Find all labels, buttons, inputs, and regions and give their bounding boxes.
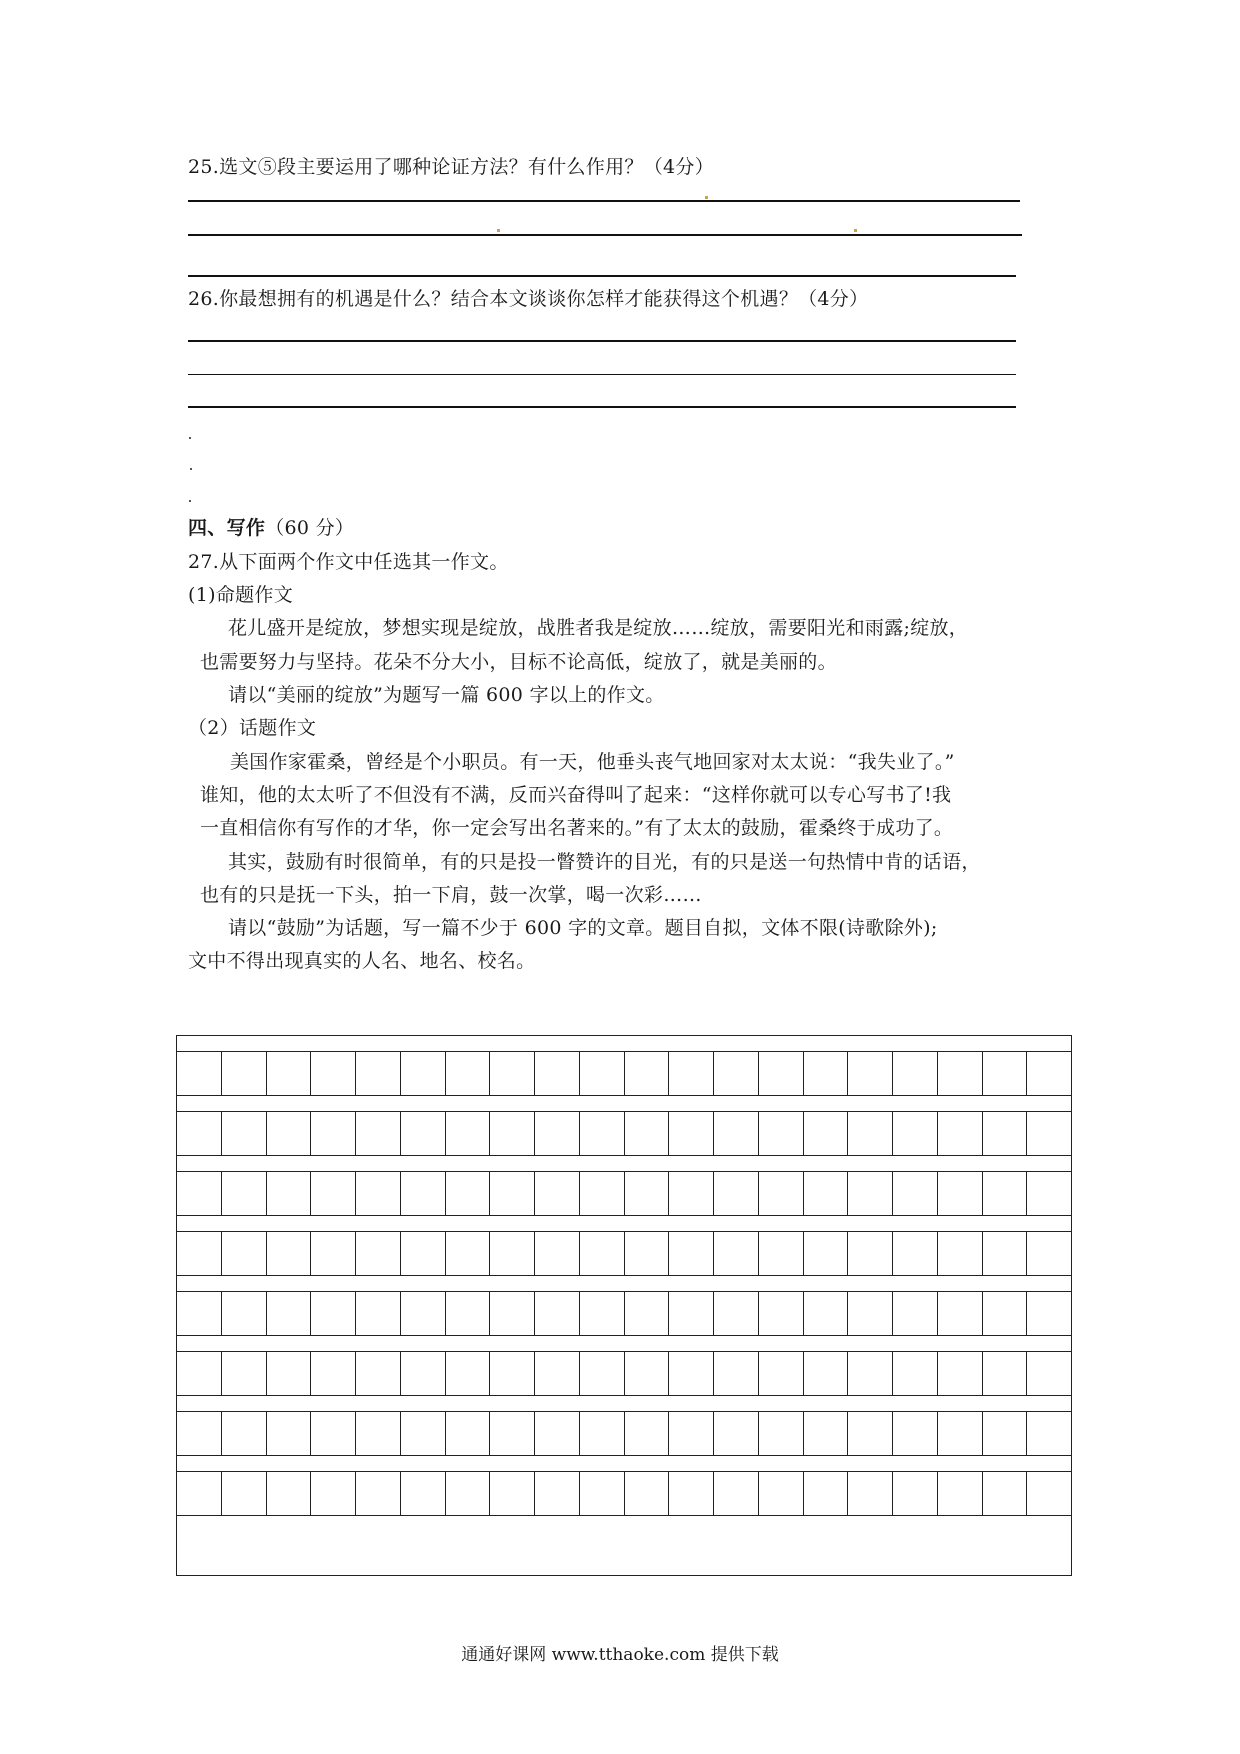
grid-cell[interactable] xyxy=(758,1471,803,1516)
grid-cell[interactable] xyxy=(310,1291,355,1336)
section-title: 四、写作 xyxy=(188,517,266,539)
scan-dot xyxy=(189,437,191,439)
scan-dot xyxy=(190,468,192,470)
grid-row xyxy=(177,1111,1071,1156)
option-2-paragraph-3-line-2: 文中不得出现真实的人名、地名、校名。 xyxy=(188,950,536,972)
grid-cell[interactable] xyxy=(892,1231,937,1276)
grid-cell[interactable] xyxy=(177,1411,221,1456)
grid-cell[interactable] xyxy=(624,1351,669,1396)
grid-cell[interactable] xyxy=(803,1471,848,1516)
grid-cell[interactable] xyxy=(1026,1171,1071,1216)
grid-cell[interactable] xyxy=(221,1351,266,1396)
grid-cell[interactable] xyxy=(1026,1111,1071,1156)
grid-cell[interactable] xyxy=(579,1351,624,1396)
grid-cell[interactable] xyxy=(847,1171,892,1216)
grid-cell[interactable] xyxy=(310,1411,355,1456)
grid-cell[interactable] xyxy=(982,1171,1027,1216)
grid-cell[interactable] xyxy=(892,1411,937,1456)
grid-cell[interactable] xyxy=(847,1111,892,1156)
grid-cell[interactable] xyxy=(355,1351,400,1396)
grid-cell[interactable] xyxy=(221,1171,266,1216)
grid-cell[interactable] xyxy=(534,1471,579,1516)
grid-cell[interactable] xyxy=(266,1111,311,1156)
grid-cell[interactable] xyxy=(713,1351,758,1396)
grid-row xyxy=(177,1291,1071,1336)
grid-cell[interactable] xyxy=(758,1231,803,1276)
grid-cell[interactable] xyxy=(937,1051,982,1096)
grid-cell[interactable] xyxy=(400,1411,445,1456)
grid-row xyxy=(177,1231,1071,1276)
grid-cell[interactable] xyxy=(177,1111,221,1156)
grid-cell[interactable] xyxy=(713,1471,758,1516)
grid-cell[interactable] xyxy=(445,1111,490,1156)
grid-cell[interactable] xyxy=(624,1231,669,1276)
grid-cell[interactable] xyxy=(400,1471,445,1516)
grid-cell[interactable] xyxy=(310,1471,355,1516)
grid-cell[interactable] xyxy=(355,1471,400,1516)
grid-cell[interactable] xyxy=(1026,1051,1071,1096)
grid-cell[interactable] xyxy=(803,1411,848,1456)
grid-cell[interactable] xyxy=(624,1051,669,1096)
answer-line-25-3[interactable] xyxy=(188,275,1016,277)
grid-cell[interactable] xyxy=(892,1471,937,1516)
grid-cell[interactable] xyxy=(713,1051,758,1096)
q27-intro: 27.从下面两个作文中任选其一作文。 xyxy=(188,551,509,573)
grid-cell[interactable] xyxy=(668,1411,713,1456)
grid-cell[interactable] xyxy=(758,1351,803,1396)
grid-cell[interactable] xyxy=(982,1351,1027,1396)
grid-cell[interactable] xyxy=(266,1351,311,1396)
option-2-paragraph-1-line-2: 谁知，他的太太听了不但没有不满，反而兴奋得叫了起来：“这样你就可以专心写书了!我 xyxy=(200,784,952,806)
grid-cell[interactable] xyxy=(534,1171,579,1216)
grid-cell[interactable] xyxy=(355,1051,400,1096)
grid-cell[interactable] xyxy=(445,1411,490,1456)
grid-cell[interactable] xyxy=(534,1291,579,1336)
grid-cell[interactable] xyxy=(355,1411,400,1456)
footer-download-source: 通通好课网 www.tthaoke.com 提供下载 xyxy=(461,1645,779,1665)
grid-cell[interactable] xyxy=(177,1051,221,1096)
grid-cell[interactable] xyxy=(177,1471,221,1516)
grid-cell[interactable] xyxy=(400,1231,445,1276)
grid-cell[interactable] xyxy=(1026,1411,1071,1456)
grid-cell[interactable] xyxy=(668,1471,713,1516)
grid-cell[interactable] xyxy=(982,1111,1027,1156)
composition-writing-grid[interactable] xyxy=(176,1035,1072,1576)
grid-cell[interactable] xyxy=(177,1171,221,1216)
option-2-paragraph-1-line-1: 美国作家霍桑，曾经是个小职员。有一天，他垂头丧气地回家对太太说：“我失业了。” xyxy=(230,751,955,773)
grid-cell[interactable] xyxy=(579,1411,624,1456)
answer-line-26-1[interactable] xyxy=(188,340,1016,342)
grid-cell[interactable] xyxy=(579,1111,624,1156)
grid-cell[interactable] xyxy=(847,1411,892,1456)
grid-cell[interactable] xyxy=(1026,1351,1071,1396)
grid-cell[interactable] xyxy=(534,1231,579,1276)
grid-cell[interactable] xyxy=(803,1231,848,1276)
grid-cell[interactable] xyxy=(579,1471,624,1516)
grid-cell[interactable] xyxy=(489,1231,534,1276)
grid-cell[interactable] xyxy=(489,1411,534,1456)
grid-cell[interactable] xyxy=(668,1351,713,1396)
option-1-label: (1)命题作文 xyxy=(188,584,294,606)
grid-cell[interactable] xyxy=(803,1351,848,1396)
grid-cell[interactable] xyxy=(713,1291,758,1336)
grid-cell[interactable] xyxy=(937,1111,982,1156)
grid-cell[interactable] xyxy=(445,1171,490,1216)
scan-speck xyxy=(497,229,500,232)
grid-cell[interactable] xyxy=(668,1111,713,1156)
grid-cell[interactable] xyxy=(400,1171,445,1216)
grid-cell[interactable] xyxy=(892,1171,937,1216)
grid-cell[interactable] xyxy=(221,1291,266,1336)
grid-cell[interactable] xyxy=(758,1291,803,1336)
grid-cell[interactable] xyxy=(355,1291,400,1336)
question-26: 26.你最想拥有的机遇是什么？结合本文谈谈你怎样才能获得这个机遇？（4分） xyxy=(188,288,869,310)
option-2-paragraph-2-line-2: 也有的只是抚一下头，拍一下肩，鼓一次掌，喝一次彩…… xyxy=(200,884,702,906)
grid-cell[interactable] xyxy=(624,1111,669,1156)
grid-cell[interactable] xyxy=(534,1051,579,1096)
grid-cell[interactable] xyxy=(534,1411,579,1456)
grid-cell[interactable] xyxy=(982,1291,1027,1336)
grid-cell[interactable] xyxy=(221,1471,266,1516)
grid-cell[interactable] xyxy=(445,1351,490,1396)
grid-cell[interactable] xyxy=(713,1111,758,1156)
section-score: （60 分） xyxy=(265,517,355,539)
grid-cell[interactable] xyxy=(489,1111,534,1156)
grid-cell[interactable] xyxy=(937,1171,982,1216)
answer-line-26-2[interactable] xyxy=(188,374,1016,375)
grid-row xyxy=(177,1351,1071,1396)
grid-cell[interactable] xyxy=(534,1351,579,1396)
answer-line-25-2[interactable] xyxy=(188,234,1022,236)
grid-cell[interactable] xyxy=(579,1171,624,1216)
grid-cell[interactable] xyxy=(221,1111,266,1156)
grid-cell[interactable] xyxy=(624,1411,669,1456)
grid-row xyxy=(177,1051,1071,1096)
question-25: 25.选文⑤段主要运用了哪种论证方法？有什么作用？（4分） xyxy=(188,156,715,178)
grid-cell[interactable] xyxy=(266,1291,311,1336)
grid-cell[interactable] xyxy=(803,1291,848,1336)
grid-cell[interactable] xyxy=(355,1111,400,1156)
grid-cell[interactable] xyxy=(400,1291,445,1336)
grid-cell[interactable] xyxy=(803,1051,848,1096)
grid-cell[interactable] xyxy=(892,1051,937,1096)
grid-cell[interactable] xyxy=(221,1051,266,1096)
section-heading xyxy=(188,516,354,540)
grid-cell[interactable] xyxy=(310,1111,355,1156)
grid-row xyxy=(177,1471,1071,1516)
grid-cell[interactable] xyxy=(847,1291,892,1336)
grid-cell[interactable] xyxy=(266,1471,311,1516)
grid-cell[interactable] xyxy=(310,1351,355,1396)
grid-cell[interactable] xyxy=(892,1351,937,1396)
grid-cell[interactable] xyxy=(624,1171,669,1216)
grid-cell[interactable] xyxy=(982,1051,1027,1096)
grid-cell[interactable] xyxy=(445,1471,490,1516)
grid-cell[interactable] xyxy=(847,1351,892,1396)
grid-cell[interactable] xyxy=(937,1411,982,1456)
grid-cell[interactable] xyxy=(892,1111,937,1156)
grid-cell[interactable] xyxy=(579,1231,624,1276)
option-2-paragraph-3-line-1: 请以“鼓励”为话题，写一篇不少于 600 字的文章。题目自拟，文体不限(诗歌除外); xyxy=(228,917,938,939)
grid-cell[interactable] xyxy=(355,1171,400,1216)
grid-cell[interactable] xyxy=(489,1351,534,1396)
grid-cell[interactable] xyxy=(758,1111,803,1156)
grid-cell[interactable] xyxy=(400,1111,445,1156)
grid-cell[interactable] xyxy=(847,1231,892,1276)
grid-cell[interactable] xyxy=(937,1351,982,1396)
grid-cell[interactable] xyxy=(847,1471,892,1516)
grid-cell[interactable] xyxy=(847,1051,892,1096)
grid-cell[interactable] xyxy=(489,1291,534,1336)
option-2-paragraph-2-line-1: 其实，鼓励有时很简单，有的只是投一瞥赞许的目光，有的只是送一句热情中肯的话语， xyxy=(228,851,981,873)
grid-cell[interactable] xyxy=(579,1051,624,1096)
option-2-label: （2）话题作文 xyxy=(188,717,317,739)
grid-cell[interactable] xyxy=(758,1051,803,1096)
option-2-paragraph-1-line-3: 一直相信你有写作的才华，你一定会写出名著来的。”有了太太的鼓励，霍桑终于成功了。 xyxy=(200,817,954,839)
grid-cell[interactable] xyxy=(892,1291,937,1336)
grid-cell[interactable] xyxy=(400,1051,445,1096)
grid-cell[interactable] xyxy=(445,1291,490,1336)
grid-cell[interactable] xyxy=(668,1231,713,1276)
grid-cell[interactable] xyxy=(310,1051,355,1096)
grid-cell[interactable] xyxy=(489,1051,534,1096)
scan-speck xyxy=(705,196,708,199)
grid-cell[interactable] xyxy=(221,1231,266,1276)
answer-line-26-3[interactable] xyxy=(188,406,1016,408)
grid-cell[interactable] xyxy=(624,1291,669,1336)
grid-cell[interactable] xyxy=(266,1051,311,1096)
grid-cell[interactable] xyxy=(758,1411,803,1456)
option-1-paragraph-1-line-1: 花儿盛开是绽放，梦想实现是绽放，战胜者我是绽放……绽放，需要阳光和雨露;绽放， xyxy=(228,617,969,639)
grid-cell[interactable] xyxy=(177,1351,221,1396)
scan-dot xyxy=(189,500,191,502)
grid-cell[interactable] xyxy=(982,1231,1027,1276)
grid-cell[interactable] xyxy=(937,1291,982,1336)
grid-cell[interactable] xyxy=(489,1471,534,1516)
grid-cell[interactable] xyxy=(177,1231,221,1276)
scan-speck xyxy=(854,229,857,232)
grid-cell[interactable] xyxy=(177,1291,221,1336)
grid-cell[interactable] xyxy=(579,1291,624,1336)
grid-cell[interactable] xyxy=(221,1411,266,1456)
grid-cell[interactable] xyxy=(668,1171,713,1216)
grid-cell[interactable] xyxy=(1026,1291,1071,1336)
grid-cell[interactable] xyxy=(982,1411,1027,1456)
grid-cell[interactable] xyxy=(937,1231,982,1276)
grid-cell[interactable] xyxy=(445,1231,490,1276)
grid-row xyxy=(177,1411,1071,1456)
grid-cell[interactable] xyxy=(445,1051,490,1096)
grid-cell[interactable] xyxy=(624,1471,669,1516)
option-1-paragraph-2: 请以“美丽的绽放”为题写一篇 600 字以上的作文。 xyxy=(228,684,665,706)
grid-cell[interactable] xyxy=(1026,1231,1071,1276)
grid-cell[interactable] xyxy=(713,1171,758,1216)
grid-cell[interactable] xyxy=(668,1051,713,1096)
grid-cell[interactable] xyxy=(489,1171,534,1216)
grid-cell[interactable] xyxy=(803,1111,848,1156)
grid-cell[interactable] xyxy=(1026,1471,1071,1516)
grid-cell[interactable] xyxy=(355,1231,400,1276)
grid-cell[interactable] xyxy=(982,1471,1027,1516)
grid-cell[interactable] xyxy=(266,1231,311,1276)
grid-cell[interactable] xyxy=(266,1411,311,1456)
grid-row xyxy=(177,1171,1071,1216)
grid-cell[interactable] xyxy=(803,1171,848,1216)
grid-cell[interactable] xyxy=(758,1171,803,1216)
grid-cell[interactable] xyxy=(937,1471,982,1516)
grid-cell[interactable] xyxy=(266,1171,311,1216)
answer-line-25-1[interactable] xyxy=(188,200,1020,202)
grid-cell[interactable] xyxy=(310,1171,355,1216)
grid-cell[interactable] xyxy=(310,1231,355,1276)
grid-cell[interactable] xyxy=(713,1231,758,1276)
grid-cell[interactable] xyxy=(713,1411,758,1456)
grid-cell[interactable] xyxy=(400,1351,445,1396)
grid-cell[interactable] xyxy=(668,1291,713,1336)
option-1-paragraph-1-line-2: 也需要努力与坚持。花朵不分大小，目标不论高低，绽放了，就是美丽的。 xyxy=(200,651,837,673)
grid-cell[interactable] xyxy=(534,1111,579,1156)
